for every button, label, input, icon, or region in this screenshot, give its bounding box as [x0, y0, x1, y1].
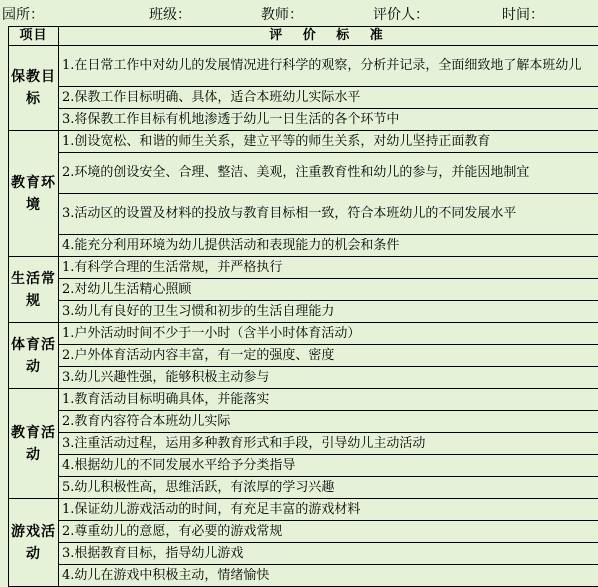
table-row — [9, 194, 598, 235]
criterion-cell: 3.将保教工作目标有机地渗透于幼儿一日生活的各个环节中 — [59, 109, 598, 131]
criterion-cell: 2.保教工作目标明确、具体，适合本班幼儿实际水平 — [59, 87, 598, 109]
table-row — [9, 87, 598, 109]
criterion-cell: 4.根据幼儿的不同发展水平给予分类指导 — [59, 455, 598, 477]
table-row — [9, 389, 598, 411]
evaluation-table — [8, 26, 598, 587]
category-cell: 游戏活动 — [9, 499, 59, 587]
table-row — [9, 367, 598, 389]
category-cell: 教育活动 — [9, 389, 59, 499]
criterion-cell: 4.能充分利用环境为幼儿提供活动和表现能力的机会和条件 — [59, 235, 598, 257]
criterion-cell: 1.保证幼儿游戏活动的时间，有充足丰富的游戏材料 — [59, 499, 598, 521]
table-row — [9, 323, 598, 345]
category-cell: 教育环境 — [9, 131, 59, 257]
table-row — [9, 257, 598, 279]
table-row — [9, 301, 598, 323]
criterion-cell: 2.环境的创设安全、合理、整洁、美观，注重教育性和幼儿的参与，并能因地制宜 — [59, 153, 598, 194]
table-row — [9, 477, 598, 499]
teacher-label: 教师： — [261, 7, 303, 23]
kindergarten-label: 园所： — [2, 7, 44, 23]
table-row — [9, 565, 598, 587]
criterion-cell: 1.有科学合理的生活常规，并严格执行 — [59, 257, 598, 279]
time-label: 时间： — [502, 7, 544, 23]
criterion-cell: 1.创设宽松、和谐的师生关系，建立平等的师生关系，对幼儿坚持正面教育 — [59, 131, 598, 153]
column-header-item: 项目 — [9, 27, 59, 46]
criterion-cell: 3.注重活动过程，运用多种教育形式和手段，引导幼儿主动活动 — [59, 433, 598, 455]
table-row — [9, 433, 598, 455]
criterion-cell: 3.幼儿兴趣性强，能够积极主动参与 — [59, 367, 598, 389]
category-cell: 保教目标 — [9, 46, 59, 131]
table-header-row — [9, 27, 598, 46]
table-row — [9, 235, 598, 257]
column-header-standard: 评 价 标 准 — [59, 27, 598, 46]
criterion-cell: 3.幼儿有良好的卫生习惯和初步的生活自理能力 — [59, 301, 598, 323]
table-row — [9, 411, 598, 433]
criterion-cell: 1.户外活动时间不少于一小时（含半小时体育活动） — [59, 323, 598, 345]
form-header — [0, 0, 598, 26]
criterion-cell: 2.对幼儿生活精心照顾 — [59, 279, 598, 301]
table-row — [9, 153, 598, 194]
evaluator-label: 评价人： — [373, 7, 429, 23]
criterion-cell: 1.在日常工作中对幼儿的发展情况进行科学的观察，分析并记录，全面细致地了解本班幼儿 — [59, 46, 598, 87]
table-row — [9, 131, 598, 153]
category-cell: 生活常规 — [9, 257, 59, 323]
criterion-cell: 5.幼儿积极性高，思维活跃，有浓厚的学习兴趣 — [59, 477, 598, 499]
criterion-cell: 2.教育内容符合本班幼儿实际 — [59, 411, 598, 433]
table-row — [9, 279, 598, 301]
table-row — [9, 46, 598, 87]
table-row — [9, 499, 598, 521]
table-row — [9, 345, 598, 367]
table-row — [9, 455, 598, 477]
criterion-cell: 1.教育活动目标明确具体，并能落实 — [59, 389, 598, 411]
criterion-cell: 2.尊重幼儿的意愿，有必要的游戏常规 — [59, 521, 598, 543]
criterion-cell: 3.活动区的设置及材料的投放与教育目标相一致，符合本班幼儿的不同发展水平 — [59, 194, 598, 235]
criterion-cell: 2.户外体育活动内容丰富，有一定的强度、密度 — [59, 345, 598, 367]
table-row — [9, 543, 598, 565]
table-row — [9, 109, 598, 131]
table-row — [9, 521, 598, 543]
criterion-cell: 4.幼儿在游戏中积极主动，情绪愉快 — [59, 565, 598, 587]
criterion-cell: 3.根据教育目标，指导幼儿游戏 — [59, 543, 598, 565]
class-label: 班级： — [149, 7, 191, 23]
category-cell: 体育活动 — [9, 323, 59, 389]
